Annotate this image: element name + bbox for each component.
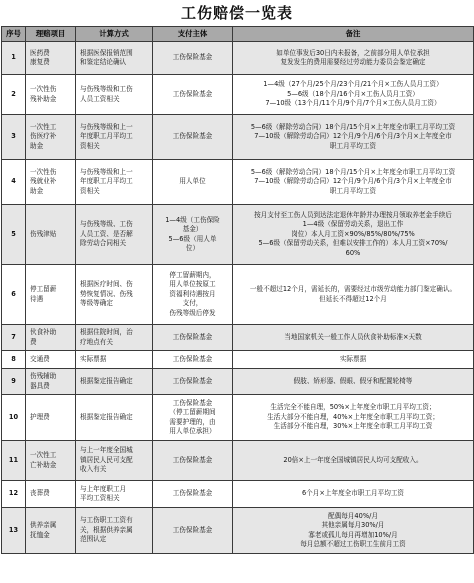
row-payer: 工伤保险基金 [153,508,233,554]
row-calc: 与伤残等级和上一 年度职工月平均工 资相关 [76,115,153,160]
row-calc: 与伤残等级、工伤 人员工资、是否解 除劳动合同相关 [76,205,153,265]
row-no: 1 [2,42,26,75]
row-payer: 工伤保险基金 [153,115,233,160]
row-payer: 工伤保险基金 [153,441,233,481]
row-calc: 与上年度职工月 平均工资相关 [76,481,153,508]
row-calc: 根据鉴定报告确定 [76,395,153,441]
row-note: 生活完全不能自理，50%×上年度全市职工月平均工资； 生活大部分不能自理，40%×上年度全市职工月平均工资； 生活部分不能自理，30%×上年度全市职工月平均工资 [233,395,474,441]
row-item: 供养亲属 抚恤金 [26,508,76,554]
table-row [2,441,474,481]
row-payer: 工伤保险基金 [153,325,233,351]
row-item: 护理费 [26,395,76,441]
row-note: 配偶每月40%/月 其他亲属每月30%/月 寡老或孤儿每月再增加10%/月 每月总额不超过工伤职工生前月工资 [233,508,474,554]
row-item: 伙食补助 费 [26,325,76,351]
row-note: 按月支付至工伤人员到达法定退休年龄并办理按月领取养老金手续后 1—4级（保留劳动关系，退出工作 岗位）本人月工资×90%/85%/80%/75% 5—6级（保留劳动关系，但难以安排工作的）本人月工资×70%/ 60% [233,205,474,265]
header-no: 序号 [2,27,26,42]
row-note: 1—4级（27个月/25个月/23个月/21个月×工伤人员月工资） 5—6级（18个月/16个月×工伤人员月工资） 7—10级（13个月/11个月/9个月/7个月×工伤人员月工资） [233,75,474,115]
row-item: 一次性工 亡补助金 [26,441,76,481]
table-row [2,481,474,508]
row-calc: 与工伤职工工资有 关，根据供养亲属 范围认定 [76,508,153,554]
row-no: 4 [2,160,26,205]
row-item: 伤残辅助 器具费 [26,369,76,395]
compensation-table [1,26,474,554]
row-note: 5—6级（解除劳动合同）18个月/15个月×上年度全市职工月平均工资 7—10级（解除劳动合同）12个月/9个月/6个月/3个月×上年度全市 职工月平均工资 [233,160,474,205]
row-payer: 工伤保险基金 [153,75,233,115]
row-note: 5—6级（解除劳动合同）18个月/15个月×上年度全市职工月平均工资 7—10级（解除劳动合同）12个月/9个月/6个月/3个月×上年度全市 职工月平均工资 [233,115,474,160]
row-note: 如单位事发后30日内未报备，之前部分用人单位承担 复发发生的费用需要经过劳动能力委员会鉴定确定 [233,42,474,75]
table-row [2,325,474,351]
table-row [2,115,474,160]
row-item: 一次性工 伤医疗补 助金 [26,115,76,160]
row-no: 13 [2,508,26,554]
row-calc: 根据医保报销范围 和鉴定结论确认 [76,42,153,75]
row-item: 交通费 [26,351,76,369]
table-row [2,160,474,205]
row-no: 11 [2,441,26,481]
row-item: 伤残津贴 [26,205,76,265]
row-calc: 根据医疗时间、伤 势恢复情况、伤残 等级等确定 [76,265,153,325]
table-row [2,395,474,441]
table-row [2,369,474,395]
row-calc: 根据鉴定报告确定 [76,369,153,395]
row-payer: 工伤保险基金 [153,351,233,369]
row-note: 6个月×上年度全市职工月平均工资 [233,481,474,508]
row-note: 实际票据 [233,351,474,369]
table-row [2,42,474,75]
header-payer: 支付主体 [153,27,233,42]
row-payer: 工伤保险基金 [153,42,233,75]
row-item: 医药费 康复费 [26,42,76,75]
row-no: 3 [2,115,26,160]
row-note: 假肢、矫形器、假眼、假牙和配置轮椅等 [233,369,474,395]
row-payer: 工伤保险基金 （停工留薪期间 需要护理的，由 用人单位承担） [153,395,233,441]
row-no: 9 [2,369,26,395]
row-payer: 工伤保险基金 [153,481,233,508]
header-item: 理赔项目 [26,27,76,42]
table-row [2,508,474,554]
row-no: 5 [2,205,26,265]
table-row [2,351,474,369]
row-item: 停工留薪 待遇 [26,265,76,325]
page-title: 工伤赔偿一览表 [180,4,293,22]
header-calc: 计算方式 [76,27,153,42]
row-calc: 与上一年度全国城 镇居民人民可支配 收入有关 [76,441,153,481]
row-calc: 实际票据 [76,351,153,369]
row-calc: 根据住院时间，治 疗地点有关 [76,325,153,351]
table-row [2,265,474,325]
row-payer: 1—4级（工伤保险 基金） 5—6级（用人单 位） [153,205,233,265]
row-item: 丧葬费 [26,481,76,508]
row-payer: 停工留薪期内， 用人单位按原工 资福利待遇按月 支付， 伤残等级后停发 [153,265,233,325]
row-note: 20倍×上一年度全国城镇居民人均可支配收入。 [233,441,474,481]
header-note: 备注 [233,27,474,42]
row-calc: 与伤残等级和上一 年度职工月平均工 资相关 [76,160,153,205]
row-payer: 用人单位 [153,160,233,205]
row-no: 7 [2,325,26,351]
row-calc: 与伤残等级和工伤 人员工资相关 [76,75,153,115]
row-item: 一次性伤 残补助金 [26,75,76,115]
row-payer: 工伤保险基金 [153,369,233,395]
table-row [2,75,474,115]
row-no: 10 [2,395,26,441]
row-no: 12 [2,481,26,508]
table-header-row [2,27,474,42]
row-item: 一次性伤 残就业补 助金 [26,160,76,205]
row-note: 当地国家机关一般工作人员伙食补助标准×天数 [233,325,474,351]
table-row [2,205,474,265]
row-no: 6 [2,265,26,325]
row-no: 2 [2,75,26,115]
row-note: 一般不超过12个月，需延长的，需要经过市级劳动能力部门鉴定确认。 但延长不得超过12个月 [233,265,474,325]
row-no: 8 [2,351,26,369]
